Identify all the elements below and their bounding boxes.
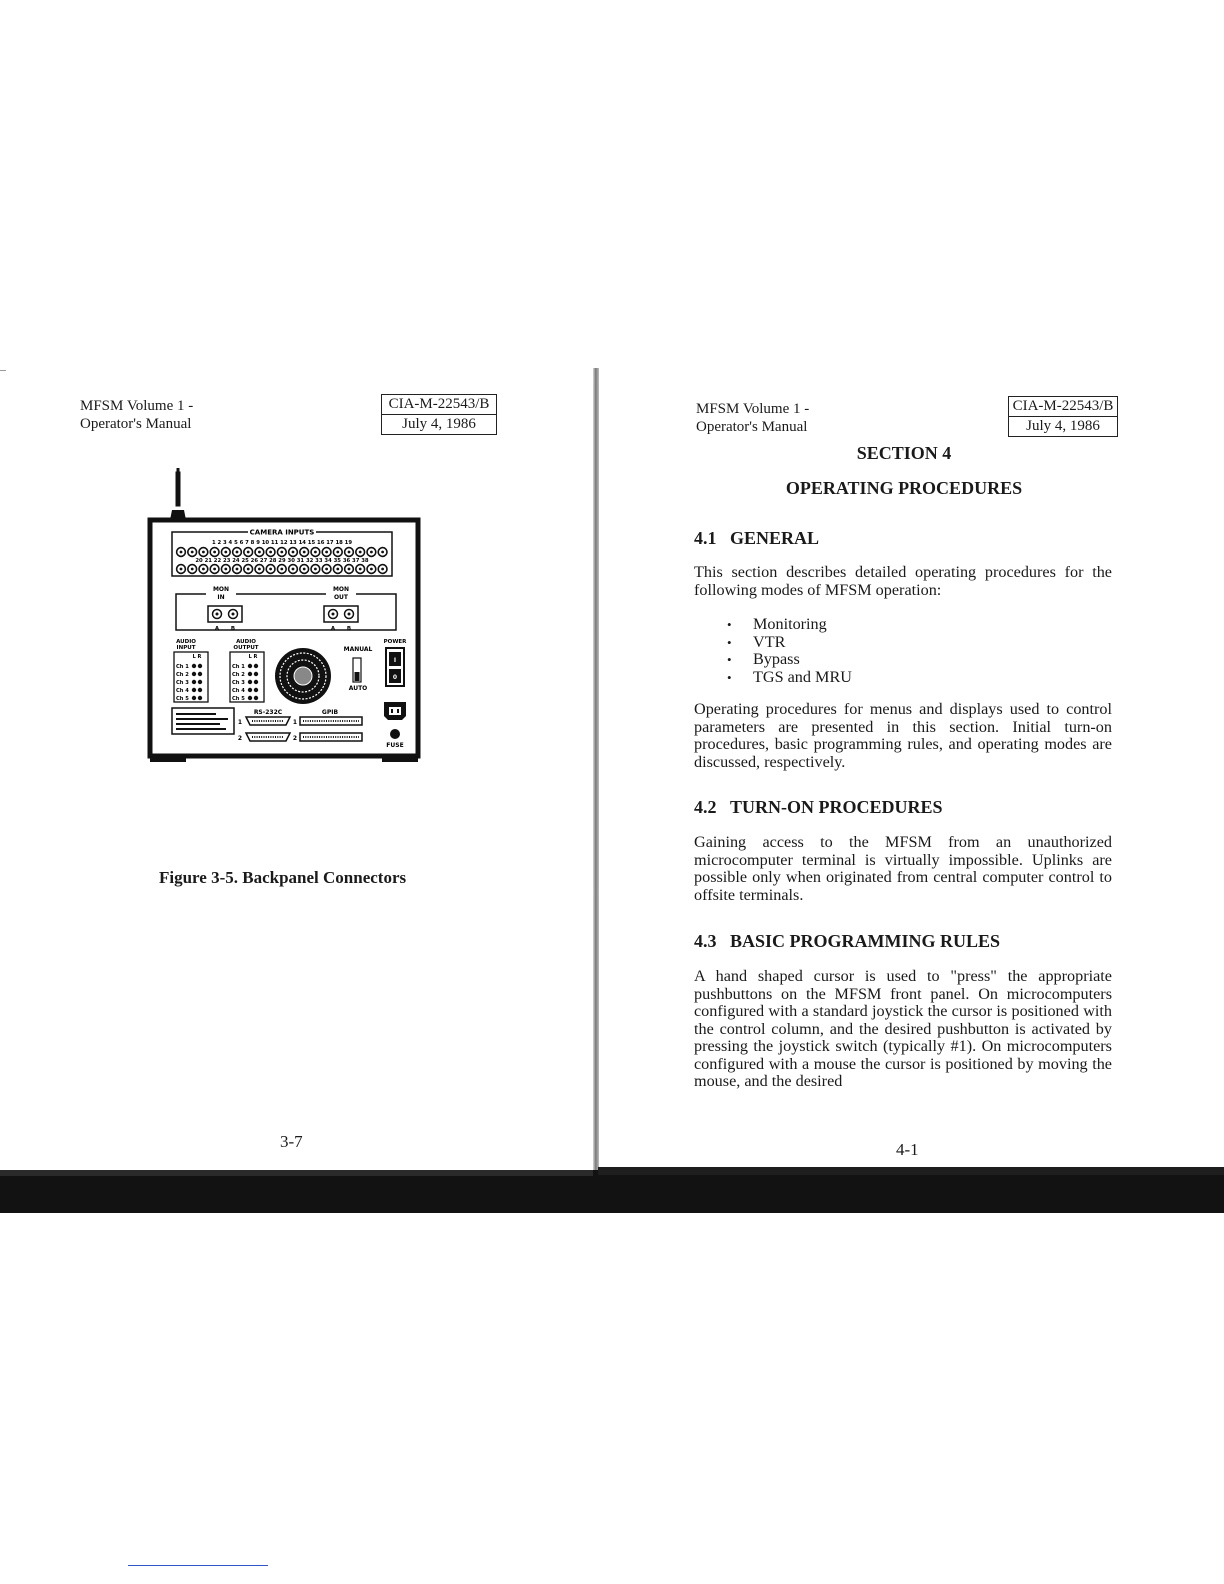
audio-input-label-2: INPUT bbox=[176, 645, 196, 651]
channel-label: Ch 5 bbox=[176, 696, 189, 702]
audio-output-lr: L R bbox=[248, 654, 258, 660]
rs232c-label: RS-232C bbox=[253, 709, 283, 716]
heading-4-3 bbox=[694, 931, 1112, 952]
audio-output-label-1: AUDIO bbox=[236, 639, 256, 645]
audio-input-label-1: AUDIO bbox=[176, 639, 196, 645]
paragraph: A hand shaped cursor is used to "press" the appropriate pushbuttons on the MFSM front panel. On microcomputers configured with a standard joystick the cursor is positioned with the control column, and the desired pushbutton is activated by pressing the joystick switch (typically #1). On microcomputers configured with a mouse the cursor is positioned by moving the mouse, and the desired bbox=[694, 967, 1112, 1090]
audio-jack-left bbox=[248, 672, 252, 676]
left-running-header bbox=[80, 397, 193, 433]
right-doc-id-box bbox=[1008, 396, 1118, 437]
audio-jack-right bbox=[198, 672, 202, 676]
mon-in-b: B bbox=[230, 626, 236, 632]
heading-number: 4.2 bbox=[694, 797, 717, 817]
cooling-fan bbox=[275, 648, 331, 704]
header-line-1: MFSM Volume 1 - bbox=[80, 398, 194, 414]
audio-jack-right bbox=[198, 664, 202, 668]
heading-number: 4.3 bbox=[694, 931, 717, 951]
left-page bbox=[0, 0, 595, 1200]
section-4-1 bbox=[694, 528, 1112, 771]
paragraph: This section describes detailed operating procedures for the following modes of MFSM operation: bbox=[694, 563, 1112, 599]
heading-4-2 bbox=[694, 797, 1112, 818]
header-line-2: Operator's Manual bbox=[80, 416, 192, 432]
scan-bottom-edge bbox=[0, 1170, 1224, 1213]
audio-jack-left bbox=[248, 680, 252, 684]
audio-jack-right bbox=[254, 672, 258, 676]
section-subtitle: OPERATING PROCEDURES bbox=[785, 478, 1023, 498]
section-title: SECTION 4 bbox=[856, 443, 952, 463]
audio-jack-left bbox=[192, 696, 196, 700]
list-item: • VTR bbox=[727, 634, 1112, 652]
camera-inputs-label: CAMERA INPUTS bbox=[249, 528, 315, 537]
list-item: • Bypass bbox=[727, 651, 1112, 669]
channel-label: Ch 3 bbox=[232, 680, 245, 686]
svg-text:I: I bbox=[393, 657, 397, 664]
section-4-3 bbox=[694, 931, 1112, 1091]
mon-in-label-1: MON bbox=[212, 586, 230, 593]
audio-input-lr: L R bbox=[192, 654, 202, 660]
camera-numbers-row1: 1 2 3 4 5 6 7 8 9 10 11 12 13 14 15 16 17 18 19 bbox=[211, 540, 353, 546]
doc-date: July 4, 1986 bbox=[1009, 416, 1117, 436]
header-line-2: Operator's Manual bbox=[696, 419, 808, 435]
camera-numbers-row2: 20 21 22 23 24 25 26 27 28 29 30 31 32 33 34 35 36 37 38 bbox=[195, 558, 369, 564]
figure-caption: Figure 3-5. Backpanel Connectors bbox=[159, 868, 407, 887]
power-inlet bbox=[384, 702, 406, 720]
list-item: • TGS and MRU bbox=[727, 669, 1112, 687]
modes-list bbox=[727, 616, 1112, 686]
mon-out-b: B bbox=[346, 626, 352, 632]
rs232c-port-1-num: 1 bbox=[237, 719, 243, 726]
rs232c-port-2-num: 2 bbox=[237, 735, 243, 742]
channel-label: Ch 5 bbox=[232, 696, 245, 702]
heading-text: TURN-ON PROCEDURES bbox=[730, 797, 943, 817]
gpib-label: GPIB bbox=[321, 709, 339, 716]
audio-jack-left bbox=[192, 672, 196, 676]
right-page-number: 4-1 bbox=[896, 1140, 919, 1159]
manual-label: MANUAL bbox=[343, 646, 373, 653]
audio-jack-right bbox=[198, 680, 202, 684]
audio-jack-left bbox=[192, 664, 196, 668]
channel-label: Ch 4 bbox=[176, 688, 189, 694]
channel-label: Ch 2 bbox=[176, 672, 189, 678]
gpib-port-2-num: 2 bbox=[292, 735, 298, 742]
header-line-1: MFSM Volume 1 - bbox=[696, 401, 810, 417]
audio-output-label-2: OUTPUT bbox=[233, 645, 259, 651]
audio-jack-right bbox=[254, 688, 258, 692]
list-item: • Monitoring bbox=[727, 616, 1112, 634]
audio-jack-left bbox=[192, 688, 196, 692]
heading-text: GENERAL bbox=[730, 528, 820, 548]
fuse-holder bbox=[390, 729, 400, 739]
channel-label: Ch 2 bbox=[232, 672, 245, 678]
mon-in-label-2: IN bbox=[217, 594, 225, 601]
audio-jack-right bbox=[254, 680, 258, 684]
power-label: POWER bbox=[383, 639, 407, 645]
audio-jack-left bbox=[248, 664, 252, 668]
heading-number: 4.1 bbox=[694, 528, 717, 548]
channel-label: Ch 3 bbox=[176, 680, 189, 686]
heading-text: BASIC PROGRAMMING RULES bbox=[730, 931, 1001, 951]
channel-label: Ch 1 bbox=[232, 664, 245, 670]
nameplate bbox=[172, 708, 234, 734]
doc-date: July 4, 1986 bbox=[382, 414, 496, 434]
right-foot bbox=[382, 756, 418, 762]
paragraph: Gaining access to the MFSM from an unauthorized microcomputer terminal is virtually impossible. Uplinks are possible only when originated from central computer control to offsite terminals. bbox=[694, 833, 1112, 904]
antenna bbox=[170, 468, 186, 520]
heading-4-1 bbox=[694, 528, 1112, 549]
audio-jack-right bbox=[198, 696, 202, 700]
svg-text:0: 0 bbox=[392, 674, 398, 681]
doc-code: CIA-M-22543/B bbox=[388, 396, 490, 412]
channel-label: Ch 1 bbox=[176, 664, 189, 670]
audio-jack-right bbox=[254, 664, 258, 668]
mon-in-a: A bbox=[214, 626, 220, 632]
fuse-label: FUSE bbox=[386, 742, 404, 749]
auto-label: AUTO bbox=[348, 685, 368, 692]
doc-code: CIA-M-22543/B bbox=[1012, 398, 1114, 414]
backpanel-figure bbox=[140, 462, 430, 774]
right-running-header bbox=[696, 400, 809, 436]
left-foot bbox=[150, 756, 186, 762]
gpib-port-1-num: 1 bbox=[292, 719, 298, 726]
mon-out-label-2: OUT bbox=[333, 594, 349, 601]
audio-jack-left bbox=[192, 680, 196, 684]
audio-jack-left bbox=[248, 688, 252, 692]
audio-jack-right bbox=[254, 696, 258, 700]
audio-jack-right bbox=[198, 688, 202, 692]
mon-out-a: A bbox=[330, 626, 336, 632]
audio-jack-left bbox=[248, 696, 252, 700]
right-page bbox=[598, 0, 1224, 1200]
left-doc-id-box bbox=[381, 394, 497, 435]
channel-label: Ch 4 bbox=[232, 688, 245, 694]
section-4-2 bbox=[694, 797, 1112, 904]
mon-out-label-1: MON bbox=[332, 586, 350, 593]
underline-mark bbox=[128, 1565, 268, 1566]
paragraph: Operating procedures for menus and displays used to control parameters are presented in this section. Initial turn-on procedures, basic programming rules, and operating modes are discussed, respectively. bbox=[694, 700, 1112, 771]
left-page-number: 3-7 bbox=[280, 1132, 303, 1151]
